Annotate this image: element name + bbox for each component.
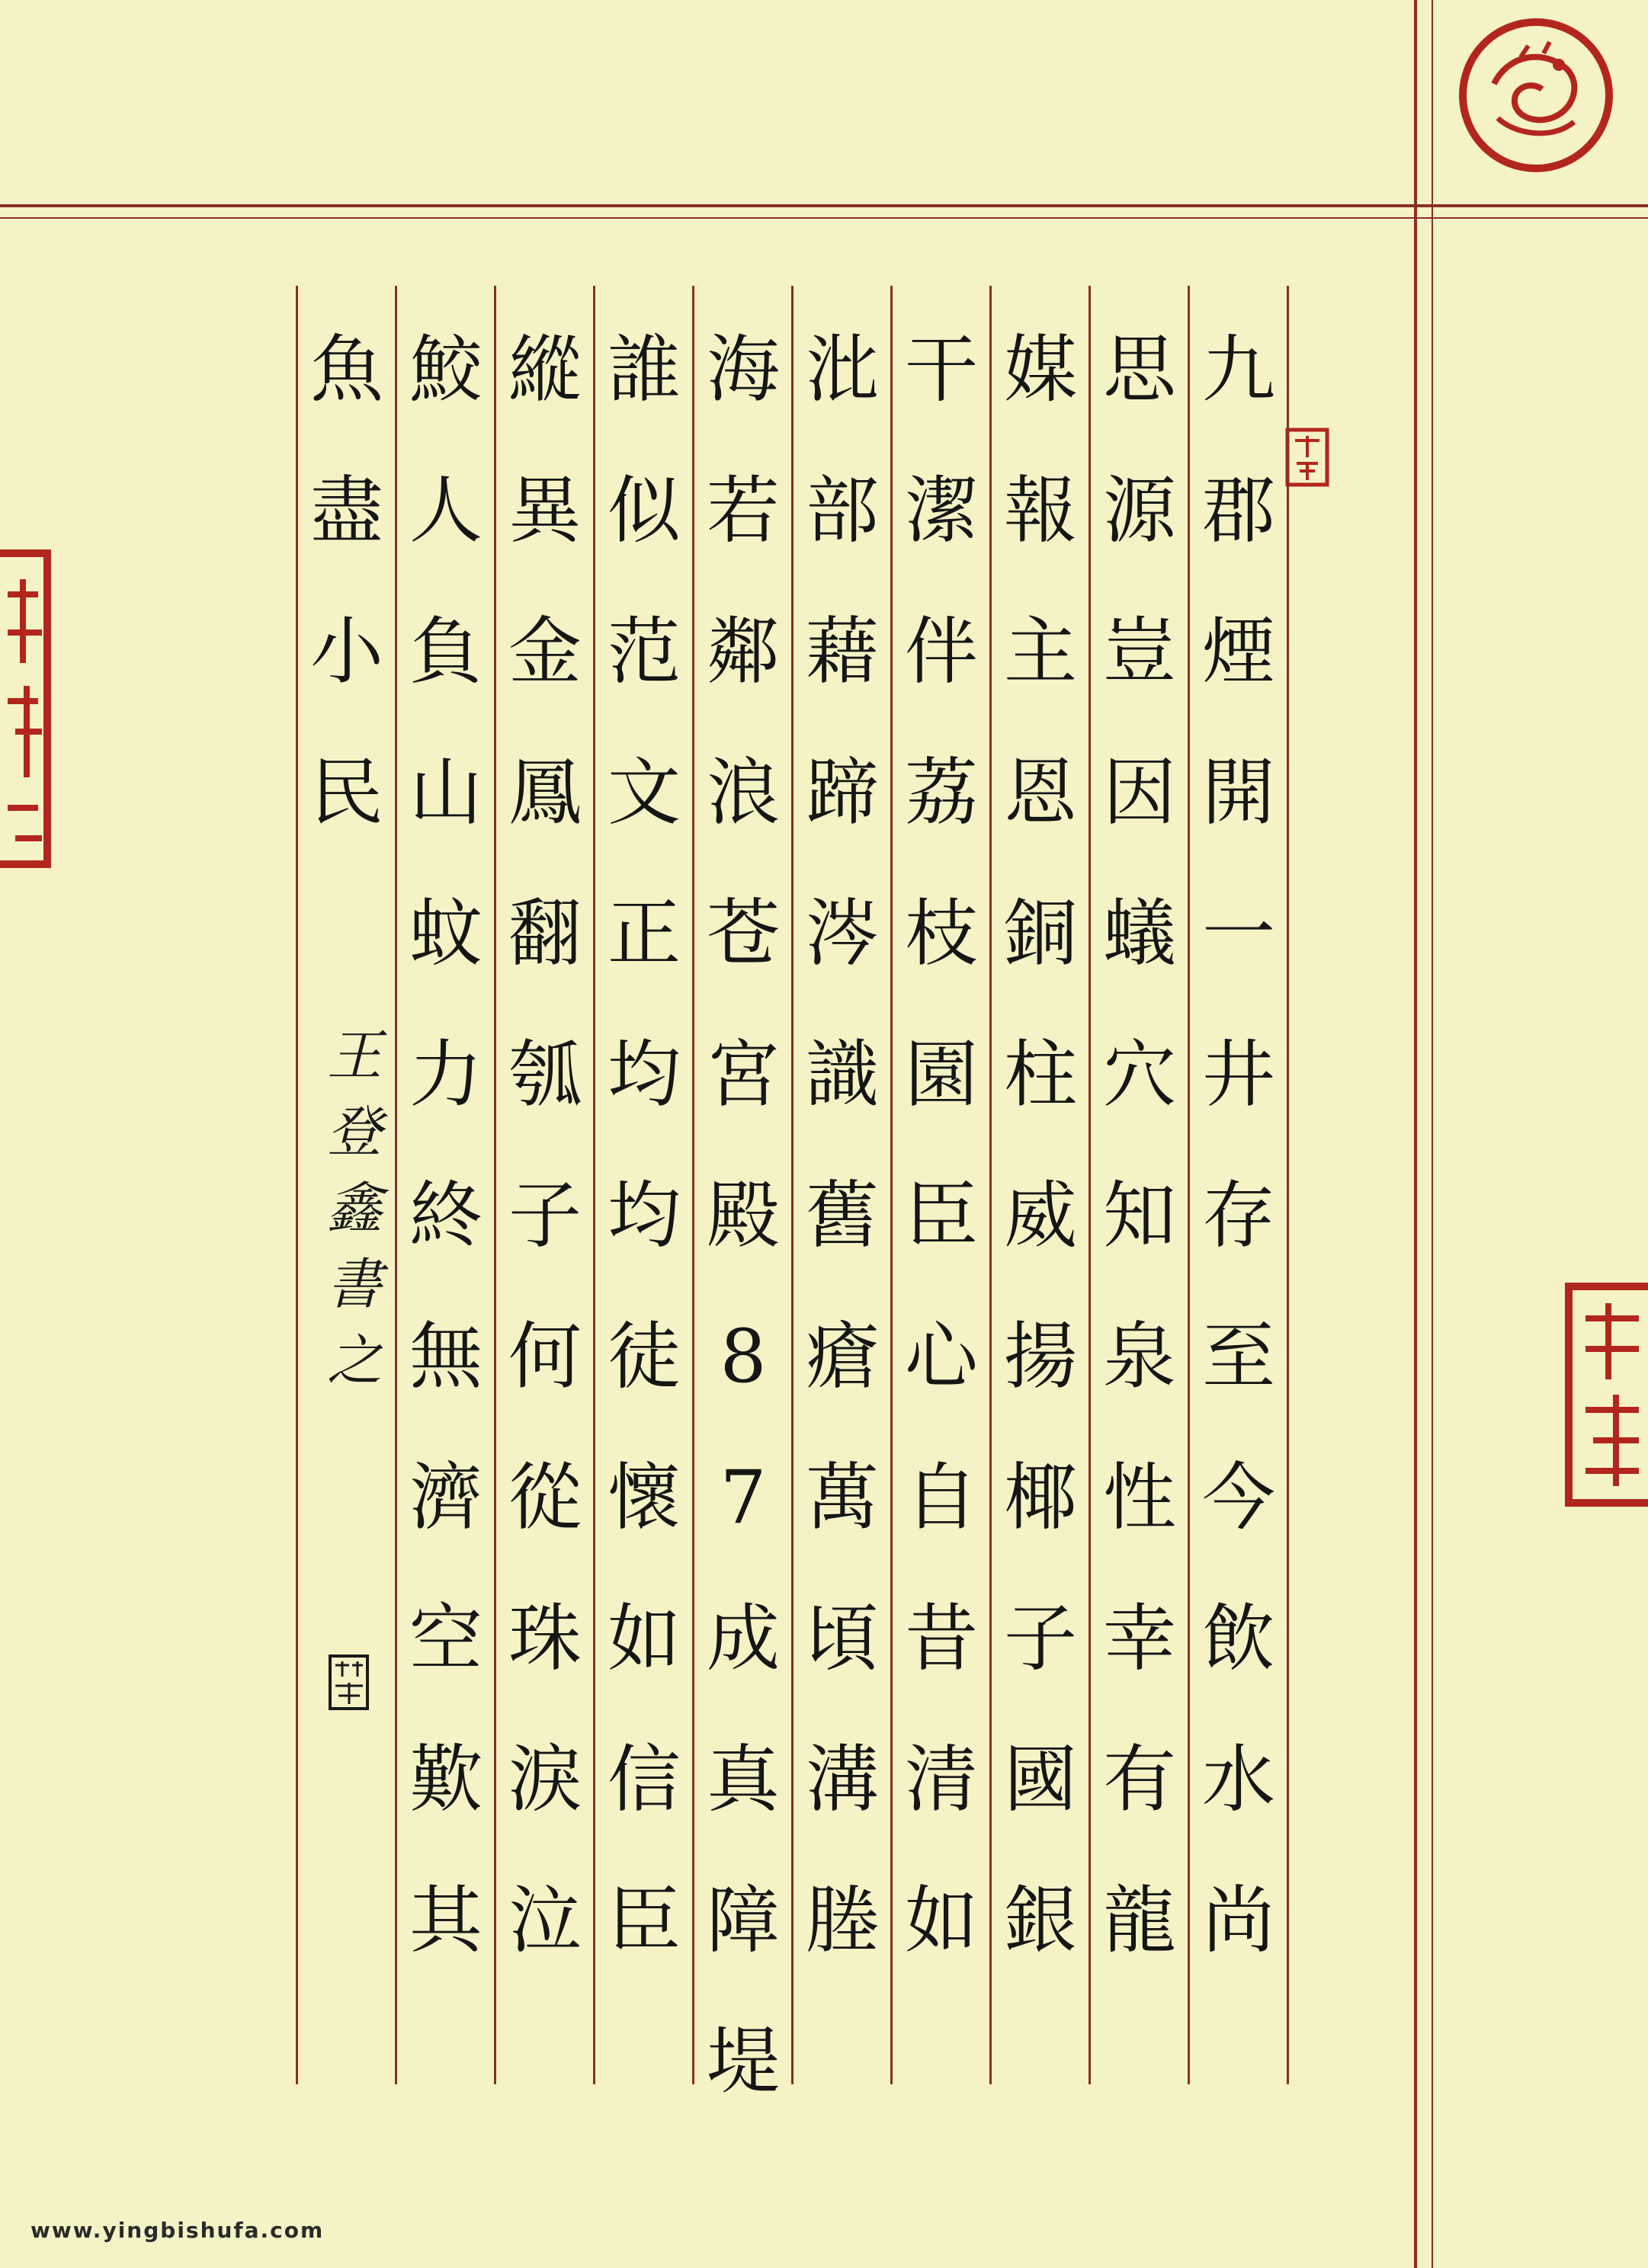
calligraphy-char: 縱: [508, 327, 582, 412]
calligraphy-char: 昔: [905, 1596, 978, 1681]
calligraphy-char: 金: [508, 609, 582, 694]
calligraphy-char: 清: [905, 1737, 978, 1822]
calligraphy-char: 心: [905, 1314, 978, 1399]
calligraphy-char: 藉: [806, 609, 879, 694]
calligraphy-char: 海: [707, 327, 780, 412]
signature: [316, 1021, 393, 1392]
calligraphy-char: 蚊: [409, 891, 483, 976]
top-rule-thick: [0, 204, 1648, 207]
calligraphy-char: 幸: [1103, 1596, 1176, 1681]
calligraphy-char: 瓠: [508, 1032, 582, 1117]
calligraphy-char: 今: [1202, 1455, 1275, 1540]
seal-edge-right-icon: [1563, 1280, 1648, 1509]
calligraphy-char: 子: [508, 1173, 582, 1258]
calligraphy-char: 誰: [608, 327, 681, 412]
calligraphy-char: 翻: [508, 891, 582, 976]
calligraphy-char: 文: [608, 750, 681, 835]
calligraphy-char: 范: [608, 609, 681, 694]
calligraphy-char: 國: [1004, 1737, 1077, 1822]
calligraphy-char: 煙: [1202, 609, 1275, 694]
calligraphy-char: 堤: [707, 2019, 780, 2104]
calligraphy-char: 九: [1202, 327, 1275, 412]
seal-dragon-icon: [1452, 11, 1620, 179]
calligraphy-char: 威: [1004, 1173, 1077, 1258]
calligraphy-char: 恩: [1004, 750, 1077, 835]
calligraphy-char: 正: [608, 891, 681, 976]
calligraphy-char: 源: [1103, 468, 1176, 553]
calligraphy-char: 飲: [1202, 1596, 1275, 1681]
calligraphy-char: 懷: [608, 1455, 681, 1540]
calligraphy-char: 開: [1202, 750, 1275, 835]
top-rule-thin: [0, 217, 1648, 219]
calligraphy-char: 淚: [508, 1737, 582, 1822]
calligraphy-char: 穴: [1103, 1032, 1176, 1117]
calligraphy-char: 知: [1103, 1173, 1176, 1258]
calligraphy-char: 泉: [1103, 1314, 1176, 1399]
signature-char: 之: [326, 1328, 382, 1392]
calligraphy-char: 枝: [905, 891, 978, 976]
calligraphy-char: 舊: [806, 1173, 879, 1258]
watermark-text: www.yingbishufa.com: [30, 2218, 325, 2243]
right-rule-thick: [1414, 0, 1417, 2268]
calligraphy-char: 鳳: [508, 750, 582, 835]
calligraphy-char: 思: [1103, 327, 1176, 412]
calligraphy-char: 民: [310, 750, 383, 835]
signature-char: 王: [326, 1023, 382, 1088]
calligraphy-char: 部: [806, 468, 879, 553]
calligraphy-char: 園: [905, 1032, 978, 1117]
calligraphy-char: 如: [905, 1878, 978, 1963]
calligraphy-char: 泣: [508, 1878, 582, 1963]
calligraphy-char: 空: [409, 1596, 483, 1681]
calligraphy-char: 豈: [1103, 609, 1176, 694]
calligraphy-char: 沘: [806, 327, 879, 412]
calligraphy-char: 伴: [905, 609, 978, 694]
calligraphy-char: 小: [310, 609, 383, 694]
calligraphy-char: 成: [707, 1596, 780, 1681]
calligraphy-char: 歎: [409, 1737, 483, 1822]
calligraphy-char: 臣: [905, 1173, 978, 1258]
calligraphy-char: 揚: [1004, 1314, 1077, 1399]
calligraphy-char: 其: [409, 1878, 483, 1963]
calligraphy-char: 珠: [508, 1596, 582, 1681]
calligraphy-char: 均: [608, 1173, 681, 1258]
calligraphy-char: 有: [1103, 1737, 1176, 1822]
calligraphy-char: 郡: [1202, 468, 1275, 553]
calligraphy-char: 似: [608, 468, 681, 553]
calligraphy-char: 潔: [905, 468, 978, 553]
calligraphy-char: 異: [508, 468, 582, 553]
calligraphy-char: 鮫: [409, 327, 483, 412]
calligraphy-char: 濟: [409, 1455, 483, 1540]
seal-edge-left-icon: [0, 549, 53, 869]
calligraphy-char: 臣: [608, 1878, 681, 1963]
calligraphy-char: 蹄: [806, 750, 879, 835]
calligraphy-char: 識: [806, 1032, 879, 1117]
calligraphy-char: 存: [1202, 1173, 1275, 1258]
calligraphy-body: [297, 286, 1288, 2115]
calligraphy-char: 魚: [310, 327, 383, 412]
calligraphy-char: 浪: [707, 750, 780, 835]
calligraphy-char: 干: [905, 327, 978, 412]
signature-char: 登: [326, 1100, 382, 1164]
calligraphy-char: 荔: [905, 750, 978, 835]
calligraphy-char: 椰: [1004, 1455, 1077, 1540]
calligraphy-char: 銅: [1004, 891, 1077, 976]
calligraphy-char: 涔: [806, 891, 879, 976]
calligraphy-char: 龍: [1103, 1878, 1176, 1963]
calligraphy-char: 性: [1103, 1455, 1176, 1540]
calligraphy-char: 真: [707, 1737, 780, 1822]
calligraphy-char: 井: [1202, 1032, 1275, 1117]
signature-char: 書: [326, 1252, 382, 1316]
signature-char: 鑫: [326, 1176, 382, 1240]
calligraphy-char: 人: [409, 468, 483, 553]
right-rule-thin: [1432, 0, 1433, 2268]
calligraphy-char: 均: [608, 1032, 681, 1117]
calligraphy-char: 自: [905, 1455, 978, 1540]
calligraphy-char: 柱: [1004, 1032, 1077, 1117]
calligraphy-char: 至: [1202, 1314, 1275, 1399]
calligraphy-char: 終: [409, 1173, 483, 1258]
calligraphy-char: 萬: [806, 1455, 879, 1540]
calligraphy-char: 盡: [310, 468, 383, 553]
calligraphy-char: 若: [707, 468, 780, 553]
calligraphy-char: 何: [508, 1314, 582, 1399]
seal-small-icon: [1284, 427, 1330, 488]
calligraphy-char: 7: [720, 1455, 767, 1540]
calligraphy-char: 子: [1004, 1596, 1077, 1681]
calligraphy-char: 銀: [1004, 1878, 1077, 1963]
calligraphy-char: 蟻: [1103, 891, 1176, 976]
calligraphy-char: 水: [1202, 1737, 1275, 1822]
calligraphy-char: 宮: [707, 1032, 780, 1117]
calligraphy-char: 信: [608, 1737, 681, 1822]
calligraphy-char: 負: [409, 609, 483, 694]
calligraphy-char: 瘡: [806, 1314, 879, 1399]
calligraphy-char: 8: [720, 1314, 767, 1399]
calligraphy-char: 溝: [806, 1737, 879, 1822]
calligraphy-char: 頃: [806, 1596, 879, 1681]
calligraphy-char: 鄰: [707, 609, 780, 694]
calligraphy-char: 無: [409, 1314, 483, 1399]
calligraphy-char: 尚: [1202, 1878, 1275, 1963]
calligraphy-char: 媒: [1004, 327, 1077, 412]
calligraphy-char: 報: [1004, 468, 1077, 553]
calligraphy-char: 從: [508, 1455, 582, 1540]
calligraphy-char: 因: [1103, 750, 1176, 835]
calligraphy-char: 塍: [806, 1878, 879, 1963]
calligraphy-char: 徒: [608, 1314, 681, 1399]
calligraphy-char: 殿: [707, 1173, 780, 1258]
calligraphy-char: 障: [707, 1878, 780, 1963]
calligraphy-char: 山: [409, 750, 483, 835]
calligraphy-char: 力: [409, 1032, 483, 1117]
calligraphy-char: 苍: [707, 891, 780, 976]
calligraphy-char: 一: [1202, 891, 1275, 976]
calligraphy-char: 主: [1004, 609, 1077, 694]
calligraphy-char: 如: [608, 1596, 681, 1681]
